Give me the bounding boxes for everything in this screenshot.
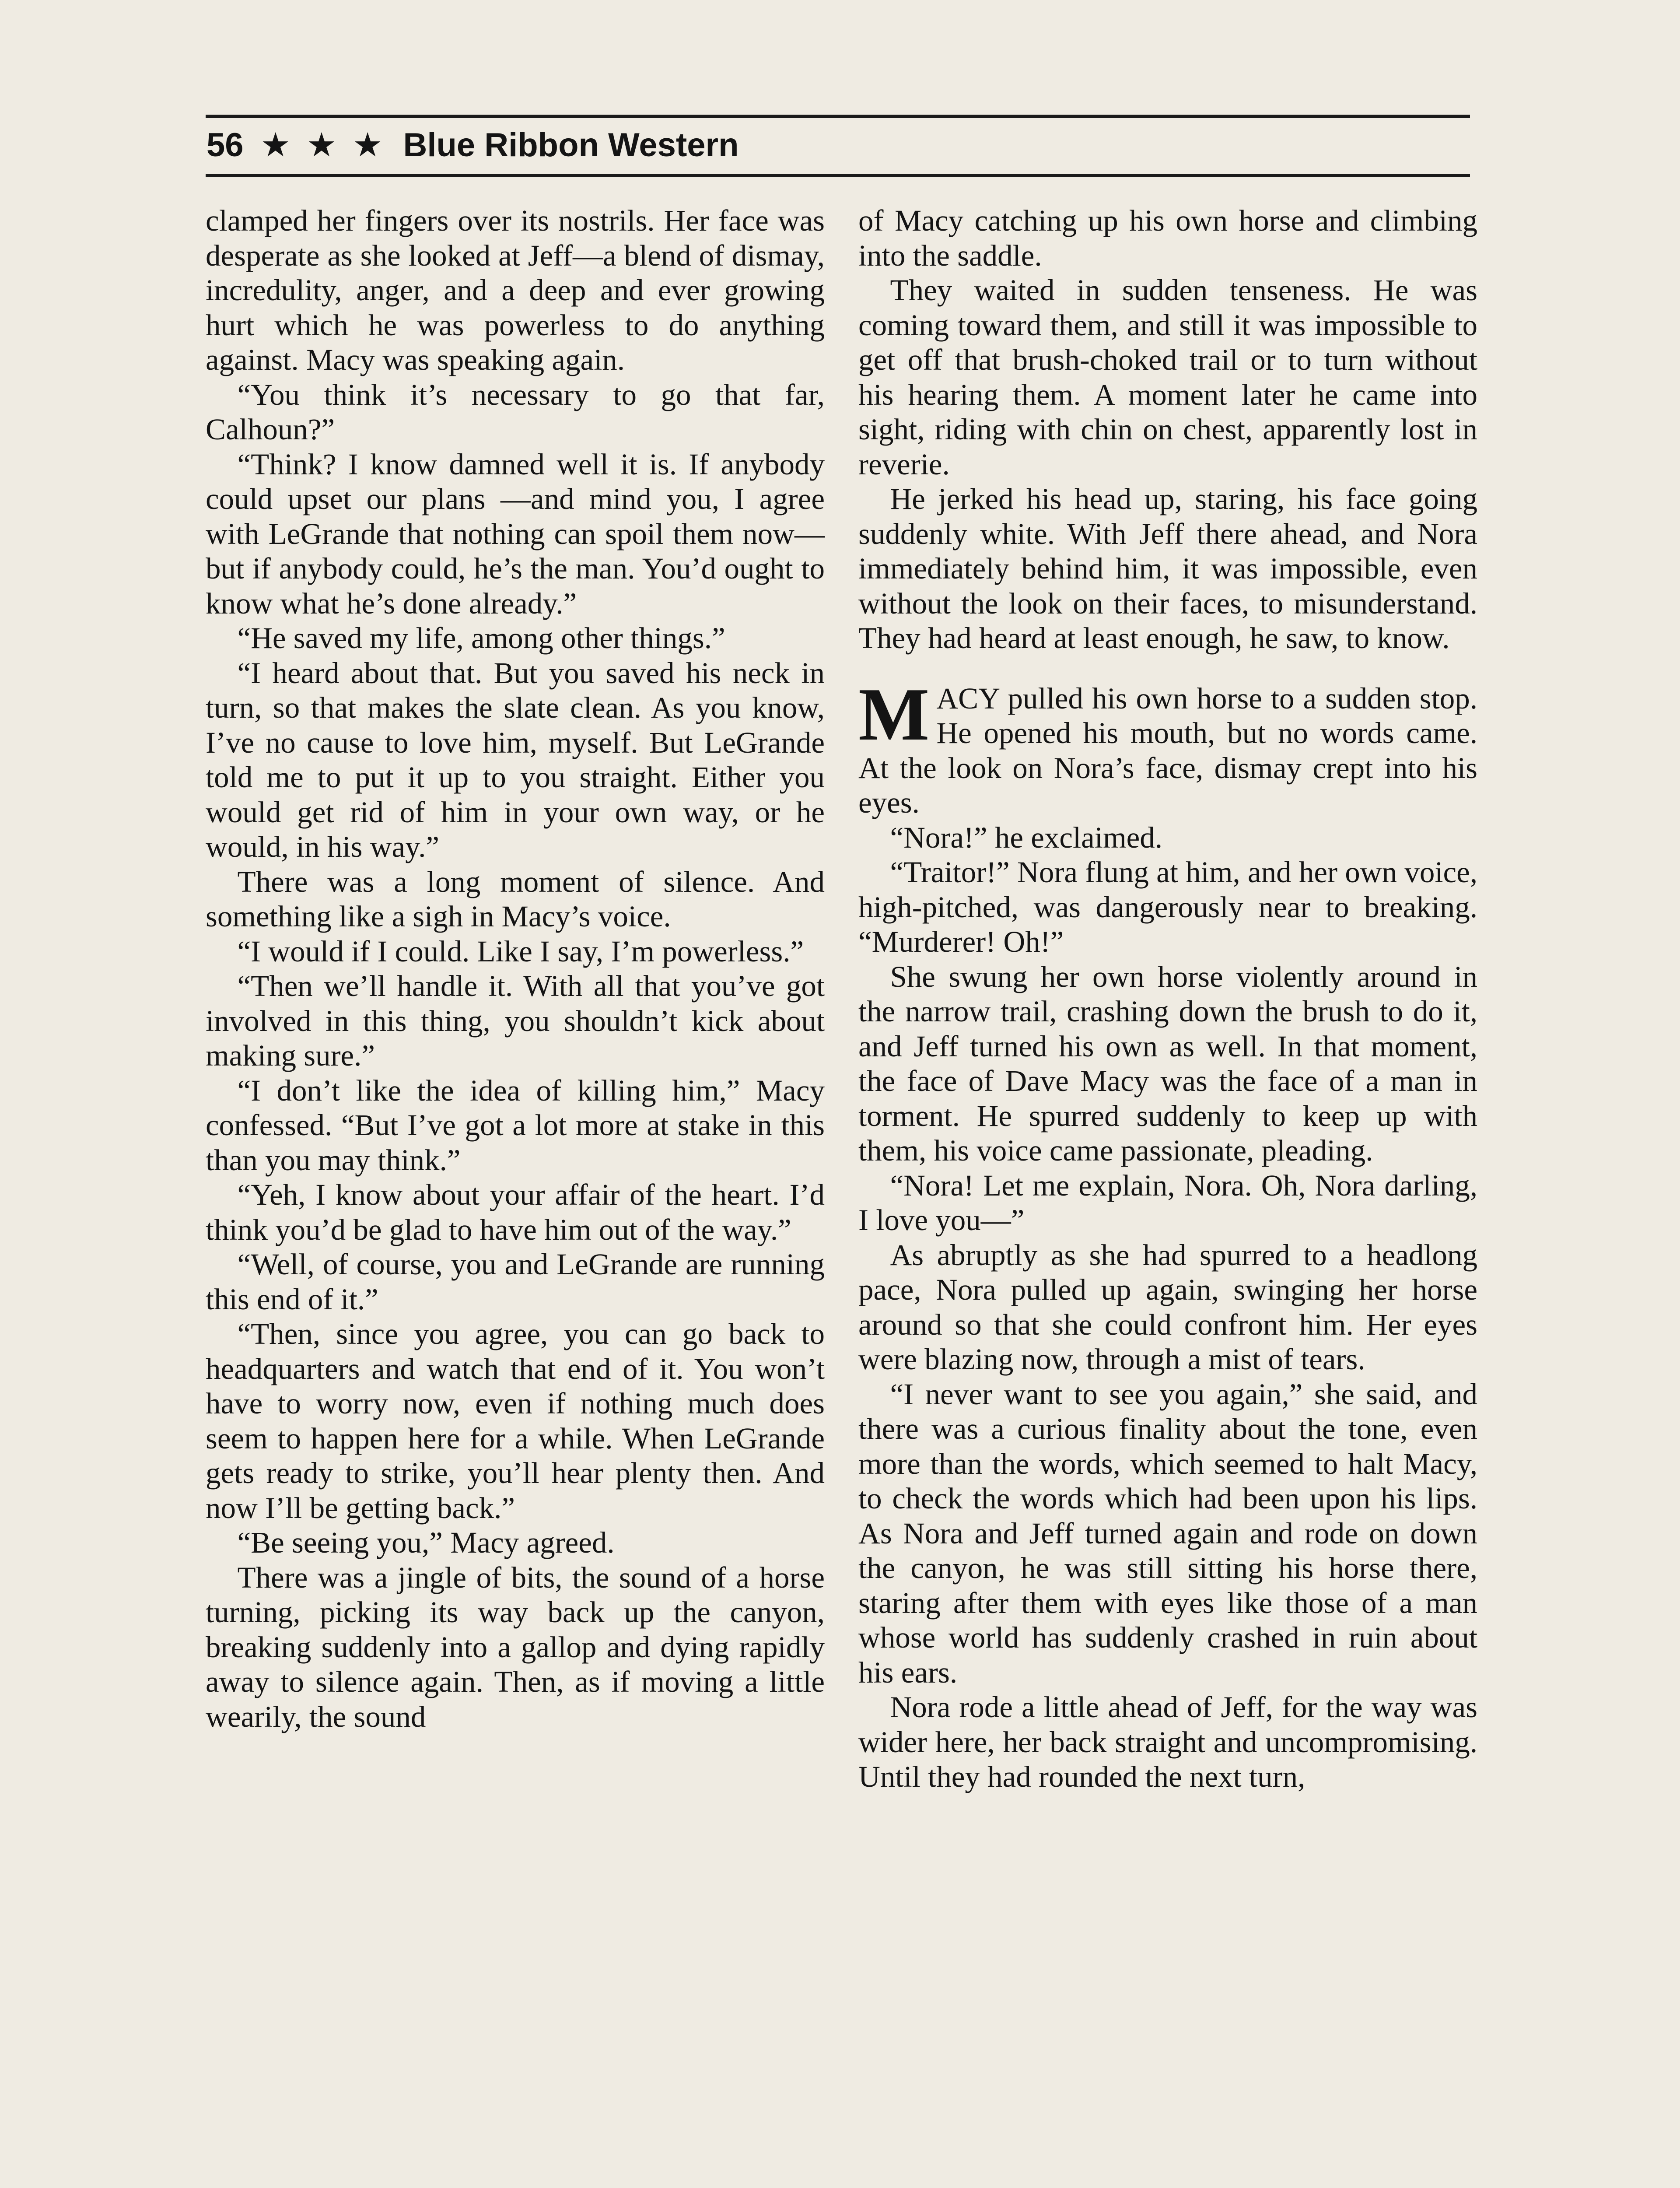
header-top-rule — [206, 115, 1470, 118]
paragraph: “Yeh, I know about your affair of the heart. I’d think you’d be glad to have him out of the way.” — [206, 1178, 825, 1246]
paragraph: He jerked his head up, staring, his face going suddenly white. With Jeff there ahead, and Nora immediately behind him, it was impossible, even without the look on their faces, to misunderstand. They had heard at least enough, he saw, to know. — [858, 482, 1477, 655]
paragraph: “Nora!” he exclaimed. — [890, 820, 1162, 854]
magazine-title: Blue Ribbon Western — [403, 126, 739, 164]
paragraph: As abruptly as she had spurred to a headlong pace, Nora pulled up again, swinging her horse around so that she could confront him. Her eyes were blazing now, through a mist of tears. — [858, 1238, 1477, 1376]
running-header — [206, 123, 739, 167]
paragraph: “I never want to see you again,” she said, and there was a curious finality about the tone, even more than the words, which seemed to halt Macy, to check the words which had been upon his lips. As Nora and Jeff turned again and rode on down the canyon, he was still sitting his horse there, staring after them with eyes like those of a man whose world has suddenly crashed in ruin about his ears. — [858, 1377, 1477, 1689]
paragraph: She swung her own horse violently around in the narrow trail, crashing down the brush to do it, and Jeff turned his own as well. In that moment, the face of Dave Macy was the face of a man in torment. He spurred suddenly to keep up with them, his voice came passionate, pleading. — [858, 960, 1477, 1167]
paragraph: “You think it’s necessary to go that far, Calhoun?” — [206, 378, 825, 446]
paragraph: “Well, of course, you and LeGrande are running this end of it.” — [206, 1248, 825, 1316]
star-ornament-icon: ★ ★ ★ — [260, 126, 386, 164]
drop-cap: M — [858, 673, 930, 756]
paragraph: “He saved my life, among other things.” — [237, 621, 725, 655]
right-column — [858, 203, 1477, 1795]
left-column — [206, 203, 825, 1734]
drop-cap-paragraph — [858, 673, 1477, 820]
header-bottom-rule — [206, 174, 1470, 177]
paragraph: clamped her fingers over its nostrils. Her face was desperate as she looked at Jeff—a blend of dismay, incredulity, anger, and a deep and ever growing hurt which he was powerless to do anything against. Macy was speaking again. — [206, 204, 825, 376]
paragraph: They waited in sudden tenseness. He was coming toward them, and still it was impossible to get off that brush-choked trail or to turn without his hearing them. A moment later he came into sight, riding with chin on chest, apparently lost in reverie. — [858, 274, 1477, 481]
paragraph: “I heard about that. But you saved his neck in turn, so that makes the slate clean. As you know, I’ve no cause to love him, myself. But LeGrande told me to put it up to you straight. Either you would get rid of him in your own way, or he would, in his way.” — [206, 656, 825, 863]
paragraph: “Nora! Let me explain, Nora. Oh, Nora darling, I love you—” — [858, 1168, 1477, 1237]
paragraph: There was a long moment of silence. And something like a sigh in Macy’s voice. — [206, 865, 825, 933]
paragraph: “Traitor!” Nora flung at him, and her own voice, high-pitched, was dangerously near to breaking. “Murderer! Oh!” — [858, 856, 1478, 958]
paragraph: “I don’t like the idea of killing him,” Macy confessed. “But I’ve got a lot more at stake in this than you may think.” — [206, 1073, 825, 1177]
paragraph: “Be seeing you,” Macy agreed. — [237, 1526, 615, 1559]
drop-cap-paragraph-text: ACY pulled his own horse to a sudden stop. He opened his mouth, but no words came. At the look on Nora’s face, dismay crept into his eyes. — [858, 681, 1477, 819]
paragraph: of Macy catching up his own horse and climbing into the saddle. — [858, 204, 1477, 272]
paragraph: There was a jingle of bits, the sound of a horse turning, picking its way back up the canyon, breaking suddenly into a gallop and dying rapidly away to silence again. Then, as if moving a little wearily, the sound — [206, 1560, 825, 1733]
paragraph: “Think? I know damned well it is. If anybody could upset our plans —and mind you, I agree with LeGrande that nothing can spoil them now—but if anybody could, he’s the man. You’d ought to know what he’s done already.” — [206, 447, 825, 620]
paragraph: “Then we’ll handle it. With all that you’ve got involved in this thing, you shouldn’t kick about making sure.” — [206, 969, 825, 1072]
paragraph: “I would if I could. Like I say, I’m powerless.” — [237, 934, 804, 968]
paragraph: “Then, since you agree, you can go back to headquarters and watch that end of it. You won’t have to worry now, even if nothing much does seem to happen here for a while. When LeGrande gets ready to strike, you’ll hear plenty then. And now I’ll be getting back.” — [206, 1317, 825, 1525]
paragraph: Nora rode a little ahead of Jeff, for the way was wider here, her back straight and uncompromising. Until they had rounded the next turn, — [858, 1690, 1477, 1793]
page-number: 56 — [206, 126, 244, 164]
